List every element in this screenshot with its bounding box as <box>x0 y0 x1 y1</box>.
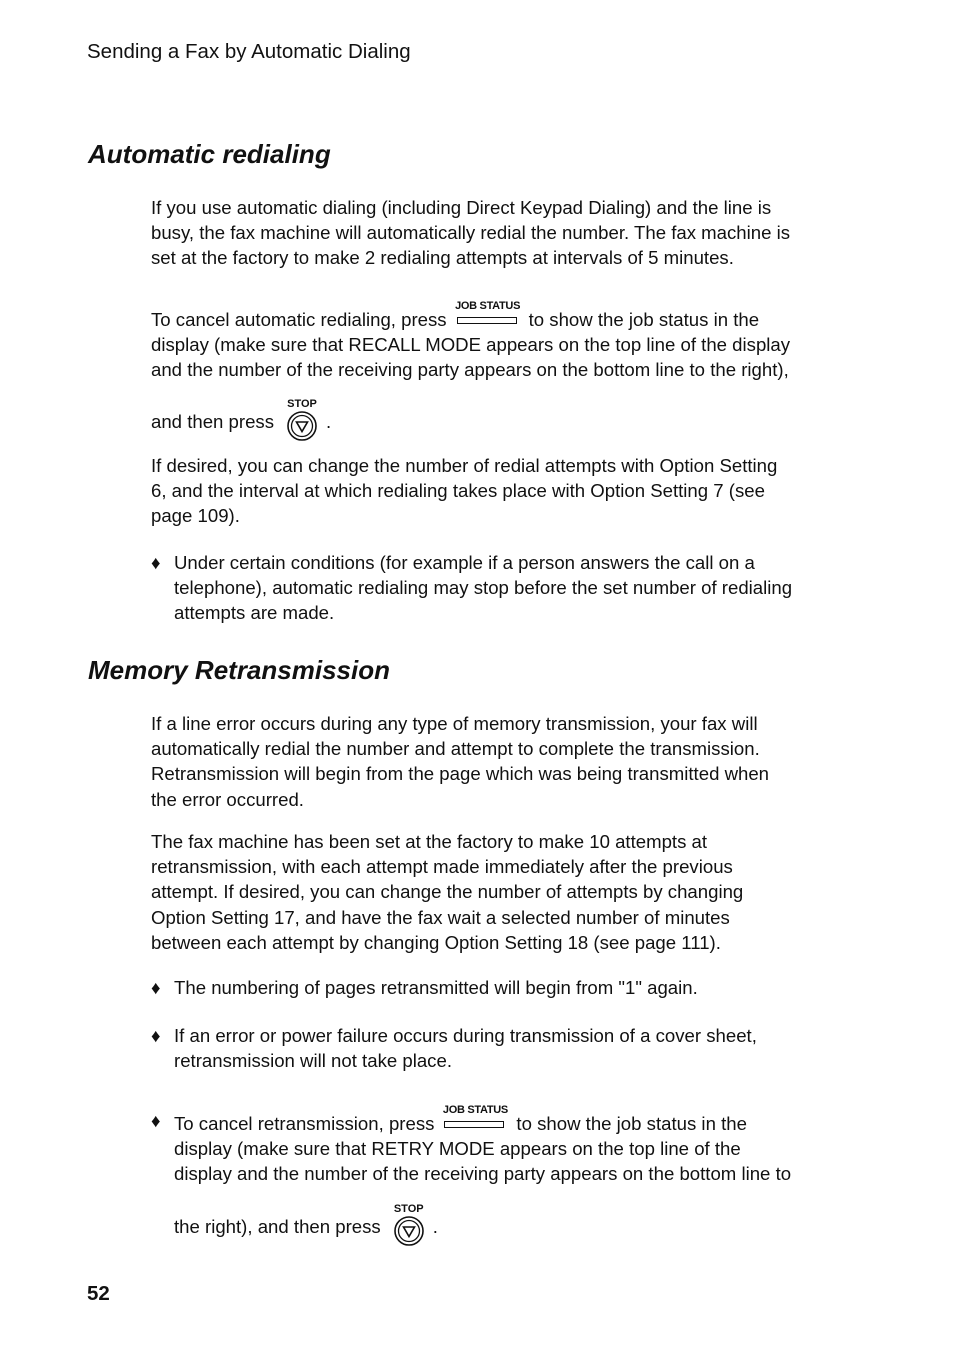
heading-automatic-redialing: Automatic redialing <box>88 139 331 169</box>
text-run: To cancel retransmission, press <box>174 1113 435 1134</box>
text-line: If a line error occurs during any type of memory transmission, your fax will <box>151 713 758 734</box>
key-label: STOP <box>287 398 317 410</box>
stop-button-graphic <box>286 410 318 442</box>
text-line: display (make sure that RETRY MODE appears on the top line of the <box>174 1138 741 1160</box>
text-line: If desired, you can change the number of redial attempts with Option Setting <box>151 455 778 476</box>
cancel-redialing-last-line <box>151 400 851 442</box>
running-header: Sending a Fax by Automatic Dialing <box>87 40 411 63</box>
stop-key-icon <box>391 1202 427 1247</box>
redialing-intro-paragraph <box>151 195 851 271</box>
key-label: JOB STATUS <box>442 1104 508 1116</box>
text-line: telephone), automatic redialing may stop before the set number of redialing <box>174 577 793 599</box>
text-line <box>174 1104 864 1136</box>
text-run: To cancel automatic redialing, press <box>151 309 447 330</box>
bullet-text <box>174 550 864 626</box>
option-setting-paragraph <box>151 453 851 529</box>
text-run: . <box>326 411 332 432</box>
key-label: JOB STATUS <box>455 300 521 312</box>
stop-key-icon <box>284 400 320 442</box>
bullet-item <box>151 1023 861 1077</box>
text-line: 6, and the interval at which redialing takes place with Option Setting 7 (see <box>151 480 765 502</box>
key-button-shape <box>444 1121 504 1128</box>
text-line: Retransmission will begin from the page which was being transmitted when <box>151 763 770 785</box>
key-button-shape <box>457 317 517 324</box>
text-run: to show the job status in the <box>516 1113 747 1134</box>
text-line: Under certain conditions (for example if a person answers the call on a <box>174 552 755 573</box>
text-line: between each attempt by changing Option Setting 18 (see page 111). <box>151 931 721 953</box>
text-run: the right), and then press <box>174 1215 381 1237</box>
key-label: STOP <box>393 1202 424 1215</box>
text-line: busy, the fax machine will automatically redial the number. The fax machine is <box>151 222 791 244</box>
text-line: The fax machine has been set at the factory to make 10 attempts at <box>151 831 708 852</box>
text-line: display (make sure that RECALL MODE appears on the top line of the display <box>151 334 791 356</box>
text-line: page 109). <box>151 505 240 527</box>
bullet-item <box>151 975 861 1003</box>
bullet-item <box>151 1104 861 1248</box>
text-line: set at the factory to make 2 redialing attempts at intervals of 5 minutes. <box>151 247 734 269</box>
text-line: The numbering of pages retransmitted will begin from "1" again. <box>174 977 698 998</box>
text-line: display and the number of the receiving party appears on the bottom line to <box>174 1163 792 1185</box>
text-line: retransmission will not take place. <box>174 1050 452 1072</box>
text-line: Option Setting 17, and have the fax wait a selected number of minutes <box>151 906 730 928</box>
bullet-diamond-icon: ♦ <box>151 552 161 573</box>
text-run: . <box>432 1215 438 1237</box>
text-run: to show the job status in the <box>528 309 760 330</box>
text-line: attempt. If desired, you can change the number of attempts by changing <box>151 881 744 903</box>
text-line: If you use automatic dialing (including Direct Keypad Dialing) and the line is <box>151 197 772 218</box>
text-line: attempts are made. <box>174 602 335 624</box>
text-line: and the number of the receiving party appears on the bottom line to the right), <box>151 359 789 381</box>
text-line <box>151 400 851 442</box>
text-line: automatically redial the number and attempt to complete the transmission. <box>151 738 760 760</box>
bullet-diamond-icon: ♦ <box>151 1025 161 1046</box>
bullet-diamond-icon: ♦ <box>151 977 161 998</box>
text-run: and then press <box>151 411 275 432</box>
bullet-item <box>151 550 861 630</box>
bullet-text <box>174 975 864 1000</box>
stop-button-graphic <box>393 1215 425 1247</box>
bullet-text <box>174 1023 864 1073</box>
page-number: 52 <box>87 1282 110 1305</box>
bullet-diamond-icon: ♦ <box>151 1110 161 1131</box>
text-line: If an error or power failure occurs during transmission of a cover sheet, <box>174 1025 757 1046</box>
heading-memory-retransmission: Memory Retransmission <box>88 655 390 685</box>
retransmission-attempts-paragraph <box>151 829 851 955</box>
job-status-key-icon <box>442 1104 508 1136</box>
text-line <box>151 300 851 332</box>
bullet-text <box>174 1104 864 1247</box>
cancel-redialing-paragraph <box>151 300 851 383</box>
job-status-key-icon <box>455 300 521 332</box>
text-line: the error occurred. <box>151 788 304 810</box>
text-line <box>174 1202 864 1247</box>
retransmission-intro-paragraph <box>151 711 851 812</box>
text-line: retransmission, with each attempt made immediately after the previous <box>151 856 733 878</box>
